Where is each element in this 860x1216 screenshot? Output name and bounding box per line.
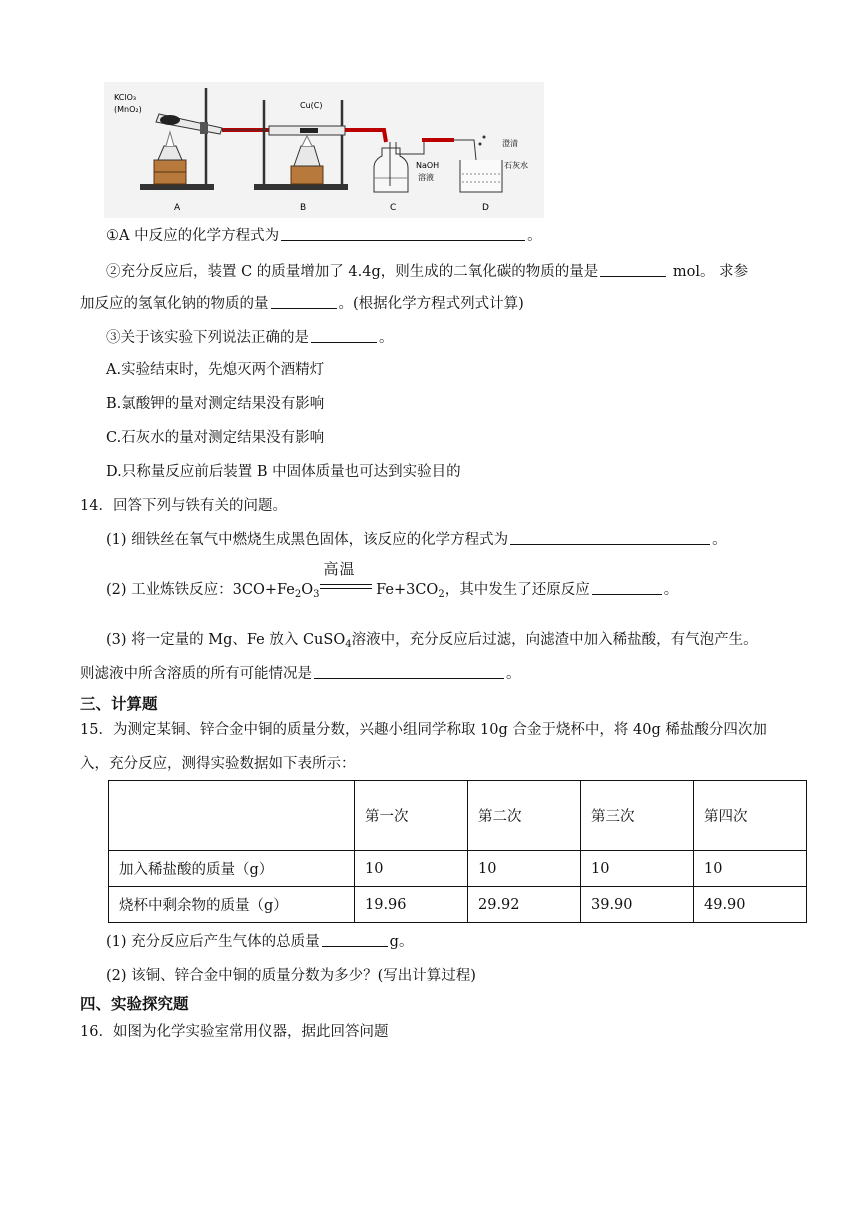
q13-part2-unit: mol。 求参 — [668, 264, 749, 280]
data-table — [108, 780, 807, 923]
q15-sub2: (2) 该铜、锌合金中铜的质量分数为多少？(写出计算过程) — [106, 968, 476, 984]
option-d: D.只称量反应前后装置 B 中固体质量也可达到实验目的 — [106, 464, 461, 480]
answer-blank[interactable] — [271, 294, 337, 309]
q14-sub3-text: (3) 将一定量的 Mg、Fe 放入 CuSO — [106, 632, 346, 648]
label-c: C — [390, 203, 397, 213]
section-title-4: 四、实验探究题 — [80, 995, 189, 1013]
reaction-condition — [320, 560, 372, 600]
q15-stem-line2: 入，充分反应，测得实验数据如下表所示： — [80, 756, 356, 772]
table-cell: 烧杯中剩余物的质量（g） — [109, 887, 355, 923]
table-cell: 第三次 — [581, 781, 694, 851]
table-cell: 第一次 — [355, 781, 468, 851]
q14-sub3 — [106, 630, 758, 655]
table-cell: 加入稀盐酸的质量（g） — [109, 851, 355, 887]
q14-sub2-end: 。 — [663, 582, 679, 598]
table-row — [109, 851, 807, 887]
table-header-row — [109, 781, 807, 851]
table-cell: 10 — [694, 851, 807, 887]
table-cell: 第四次 — [694, 781, 807, 851]
q14-sub2-o: O — [301, 582, 314, 598]
answer-blank[interactable] — [510, 530, 710, 545]
table-cell: 29.92 — [468, 887, 581, 923]
q14-sub3b-text: 则滤液中所含溶质的所有可能情况是 — [80, 666, 312, 682]
answer-blank[interactable] — [314, 664, 504, 679]
q13-part3 — [106, 328, 394, 348]
table-cell: 39.90 — [581, 887, 694, 923]
q15-stem-line1: 15．为测定某铜、锌合金中铜的质量分数，兴趣小组同学称取 10g 合金于烧杯中，将 40g 稀盐酸分四次加 — [80, 722, 767, 738]
subscript: 2 — [438, 589, 445, 600]
table-cell: 10 — [355, 851, 468, 887]
answer-blank[interactable] — [592, 580, 662, 595]
table-cell: 10 — [468, 851, 581, 887]
subscript: 2 — [294, 589, 302, 600]
option-b: B.氯酸钾的量对测定结果没有影响 — [106, 396, 325, 412]
stand-b-base — [254, 184, 348, 190]
q14-sub1-text: (1) 细铁丝在氧气中燃烧生成黑色固体，该反应的化学方程式为 — [106, 532, 509, 548]
apparatus-figure — [104, 82, 544, 218]
q14-sub1-end: 。 — [712, 532, 727, 548]
option-c: C.石灰水的量对测定结果没有影响 — [106, 430, 325, 446]
label-a: A — [174, 203, 181, 213]
q13-part2-text: ②充分反应后，装置 C 的质量增加了 4.4g，则生成的二氧化碳的物质的量是 — [106, 264, 599, 280]
label-kclo3: KClO₃ — [114, 93, 137, 102]
q13-part2-cont — [80, 294, 524, 314]
q14-sub1 — [106, 530, 727, 550]
q13-part2b-end: 。(根据化学方程式列式计算) — [338, 296, 524, 312]
answer-blank[interactable] — [311, 328, 377, 343]
label-mno2: (MnO₂) — [114, 105, 142, 114]
table-cell: 第二次 — [468, 781, 581, 851]
condition-label: 高温 — [323, 560, 356, 578]
stand-a-base — [140, 184, 214, 190]
subscript: 4 — [345, 639, 352, 650]
q15-sub1-end: g。 — [389, 934, 414, 950]
q13-part1-end: 。 — [527, 228, 542, 244]
q14-sub2 — [106, 560, 679, 605]
label-turbid: 澄清 — [502, 139, 518, 148]
q14-sub2-question: ，其中发生了还原反应 — [444, 582, 590, 598]
q13-part3-text: ③关于该实验下列说法正确的是 — [106, 330, 309, 346]
q13-part1-text: ①A 中反应的化学方程式为 — [106, 228, 280, 244]
label-solution: 溶液 — [418, 173, 434, 182]
q14-sub3-text2: 溶液中，充分反应后过滤，向滤渣中加入稀盐酸，有气泡产生。 — [351, 632, 758, 648]
label-d: D — [482, 203, 489, 213]
q14-stem: 14．回答下列与铁有关的问题。 — [80, 498, 287, 514]
table-cell — [109, 781, 355, 851]
label-cu: Cu(C) — [300, 101, 323, 110]
q14-sub3b-end: 。 — [506, 666, 521, 682]
label-b: B — [300, 203, 307, 213]
q14-sub2-text: (2) 工业炼铁反应：3CO+Fe — [106, 582, 295, 598]
q15-sub1 — [106, 932, 413, 952]
limewater-beaker — [460, 160, 502, 192]
answer-blank[interactable] — [281, 226, 525, 241]
label-limewater: 石灰水 — [504, 161, 528, 170]
section-title-3: 三、计算题 — [80, 695, 158, 713]
label-naoh: NaOH — [416, 161, 440, 170]
q14-sub3-cont — [80, 664, 521, 684]
table-cell: 49.90 — [694, 887, 807, 923]
q14-sub2-products: Fe+3CO — [371, 582, 439, 598]
table-cell: 10 — [581, 851, 694, 887]
q13-part2b-text: 加反应的氢氧化钠的物质的量 — [80, 296, 269, 312]
wood-block-b — [291, 166, 323, 184]
subscript: 3 — [313, 589, 320, 600]
q13-part1 — [106, 226, 542, 246]
table-cell: 19.96 — [355, 887, 468, 923]
q13-part3-end: 。 — [379, 330, 394, 346]
q15-sub1-text: (1) 充分反应后产生气体的总质量 — [106, 934, 320, 950]
option-a: A.实验结束时，先熄灭两个酒精灯 — [106, 362, 325, 378]
q13-part2 — [106, 262, 748, 282]
answer-blank[interactable] — [322, 932, 388, 947]
answer-blank[interactable] — [600, 262, 666, 277]
q16-stem: 16．如图为化学实验室常用仪器，据此回答问题 — [80, 1024, 389, 1040]
table-row — [109, 887, 807, 923]
